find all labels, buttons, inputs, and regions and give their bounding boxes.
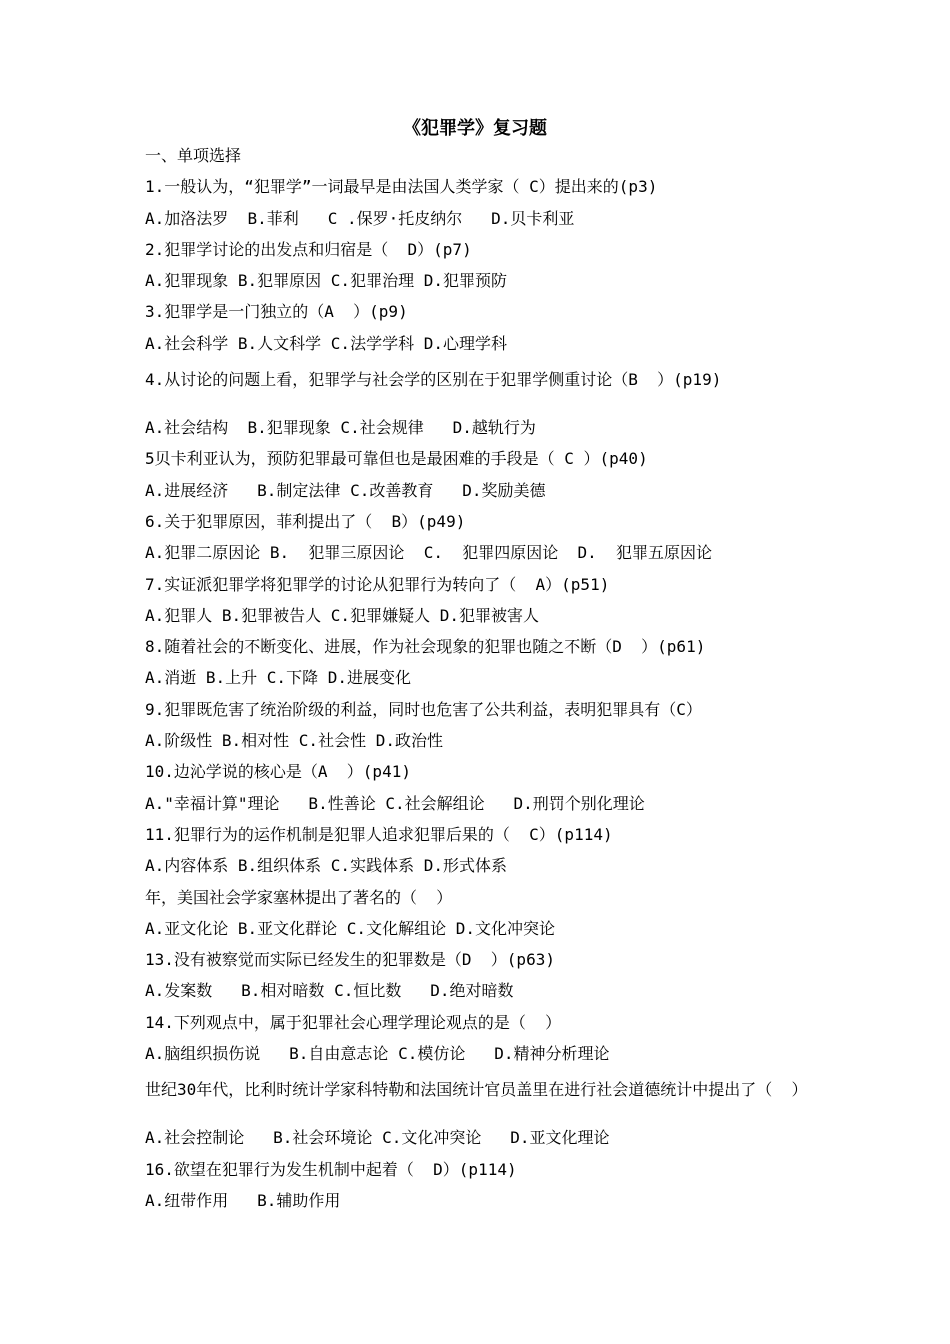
- question-line: 1.一般认为，“犯罪学”一词最早是由法国人类学家（ C）提出来的(p3): [145, 177, 658, 197]
- option-line: A."幸福计算"理论 B.性善论 C.社会解组论 D.刑罚个别化理论: [145, 793, 645, 813]
- option-line: A.进展经济 B.制定法律 C.改善教育 D.奖励美德: [145, 480, 546, 500]
- question-line: 14.下列观点中，属于犯罪社会心理学理论观点的是（ ）: [145, 1012, 562, 1032]
- question-line: 年，美国社会学家塞林提出了著名的（ ）: [145, 887, 453, 907]
- question-line: 8.随着社会的不断变化、进展，作为社会现象的犯罪也随之不断（D ）(p61): [145, 637, 706, 657]
- option-line: A.加洛法罗 B.菲利 C .保罗·托皮纳尔 D.贝卡利亚: [145, 208, 575, 228]
- option-line: A.消逝 B.上升 C.下降 D.进展变化: [145, 668, 411, 688]
- question-line: 世纪30年代，比利时统计学家科特勒和法国统计官员盖里在进行社会道德统计中提出了（ ）: [145, 1080, 808, 1100]
- question-line: 10.边沁学说的核心是（A ）(p41): [145, 762, 411, 782]
- section-heading: 一、单项选择: [145, 146, 242, 165]
- question-line: 5贝卡利亚认为，预防犯罪最可靠但也是最困难的手段是（ C ）(p40): [145, 449, 648, 469]
- question-line: 16.欲望在犯罪行为发生机制中起着（ D）(p114): [145, 1159, 517, 1179]
- option-line: A.社会控制论 B.社会环境论 C.文化冲突论 D.亚文化理论: [145, 1128, 610, 1148]
- option-line: A.犯罪现象 B.犯罪原因 C.犯罪治理 D.犯罪预防: [145, 271, 507, 291]
- option-line: A.社会结构 B.犯罪现象 C.社会规律 D.越轨行为: [145, 418, 536, 438]
- option-line: A.脑组织损伤说 B.自由意志论 C.模仿论 D.精神分析理论: [145, 1044, 610, 1064]
- option-line: A.社会科学 B.人文科学 C.法学学科 D.心理学科: [145, 333, 507, 353]
- option-line: A.发案数 B.相对暗数 C.恒比数 D.绝对暗数: [145, 981, 514, 1001]
- question-line: 6.关于犯罪原因，菲利提出了（ B）(p49): [145, 511, 466, 531]
- option-line: A.纽带作用 B.辅助作用: [145, 1190, 341, 1210]
- question-line: 7.实证派犯罪学将犯罪学的讨论从犯罪行为转向了（ A）(p51): [145, 574, 610, 594]
- option-line: A.阶级性 B.相对性 C.社会性 D.政治性: [145, 731, 443, 751]
- option-line: A.犯罪二原因论 B. 犯罪三原因论 C. 犯罪四原因论 D. 犯罪五原因论: [145, 543, 713, 563]
- document-body: [145, 140, 815, 1216]
- question-line: 11.犯罪行为的运作机制是犯罪人追求犯罪后果的（ C）(p114): [145, 824, 613, 844]
- question-line: 13.没有被察觉而实际已经发生的犯罪数是（D ）(p63): [145, 950, 555, 970]
- question-line: 3.犯罪学是一门独立的（A ）(p9): [145, 302, 408, 322]
- document-title: 《犯罪学》复习题: [403, 118, 547, 139]
- option-line: A.犯罪人 B.犯罪被告人 C.犯罪嫌疑人 D.犯罪被害人: [145, 605, 539, 625]
- option-line: A.内容体系 B.组织体系 C.实践体系 D.形式体系: [145, 856, 507, 876]
- option-line: A.亚文化论 B.亚文化群论 C.文化解组论 D.文化冲突论: [145, 918, 555, 938]
- question-line: 4.从讨论的问题上看，犯罪学与社会学的区别在于犯罪学侧重讨论（B ）(p19): [145, 370, 722, 390]
- question-line: 9.犯罪既危害了统治阶级的利益，同时也危害了公共利益，表明犯罪具有（C）: [145, 699, 702, 719]
- question-line: 2.犯罪学讨论的出发点和归宿是（ D）(p7): [145, 239, 472, 259]
